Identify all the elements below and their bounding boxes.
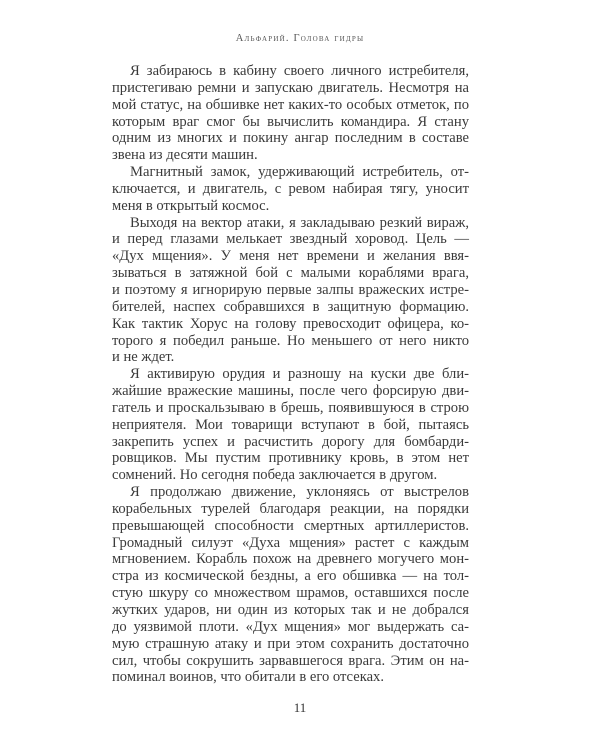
text-line: «Дух мщения». У меня нет времени и желания ввя- — [112, 248, 469, 265]
text-line: Я забираюсь в кабину своего личного истребителя, — [130, 63, 469, 79]
text-line: звена из десяти машин. — [112, 147, 258, 164]
running-header: Альфарий. Голова гидры — [235, 33, 365, 44]
text-line: жутких ударов, ни один из которых так и не добрался — [112, 602, 469, 618]
text-line: Я продолжаю движение, уклоняясь от выстрелов — [130, 484, 469, 501]
text-line: Я активирую орудия и разношу на куски две бли- — [130, 366, 469, 383]
text-line: бителей, наспех собравшихся в защитную формацию. — [112, 298, 469, 315]
text-line: Как тактик Хорус на голову превосходит офицера, ко- — [112, 315, 469, 332]
text-line: ровщиков. Мы пустим противнику кровь, в этом нет — [112, 450, 469, 467]
text-line: и перед глазами мелькает звездный хоровод. Цель — — [112, 231, 469, 248]
text-line: корабельных турелей благодаря реакции, на порядки — [112, 500, 469, 517]
text-line: мую страшную атаку и при этом сохранить достаточно — [112, 635, 469, 652]
text-line: сил, чтобы сокрушить зарвавшегося врага. Этим он на- — [112, 652, 469, 669]
text-line: одним из многих и покину ангар последним в составе — [112, 130, 469, 147]
text-line: закрепить успех и расчистить дорогу для бомбарди- — [112, 433, 469, 450]
text-line: Громадный силуэт «Духа мщения» растет с каждым — [112, 534, 469, 551]
paragraph — [112, 63, 469, 164]
text-line: стую шкуру со множеством шрамов, оставшихся после — [112, 585, 469, 602]
text-line: меня в открытый космос. — [112, 197, 270, 214]
text-line: поминал воинов, что обитали в его отсеках. — [112, 669, 384, 686]
page-body — [112, 63, 469, 686]
text-line: и поэтому я игнорирую первые залпы вражеских истре- — [112, 281, 469, 298]
text-line: жайшие вражеские машины, после чего форсирую дви- — [112, 383, 469, 400]
text-line: мой статус, на обшивке нет каких-то особых отметок, по — [112, 96, 469, 113]
paragraph — [112, 164, 469, 215]
text-line: Магнитный замок, удерживающий истребитель, от- — [130, 164, 469, 181]
text-line: и не ждет. — [112, 349, 175, 366]
paragraph — [112, 366, 469, 484]
text-line: Выходя на вектор атаки, я закладываю резкий вираж, — [130, 214, 469, 231]
text-line: которым враг смог бы вычислить командира. Я стану — [112, 113, 469, 130]
text-line: стра из космической бездны, а его обшивка — на тол- — [112, 568, 469, 585]
text-line: зываться в затяжной бой с малыми кораблями врага, — [112, 265, 469, 282]
paragraph — [112, 215, 469, 367]
text-line: сомнений. Но сегодня победа заключается в другом. — [112, 467, 438, 484]
text-line: гатель и проскальзываю в брешь, появившуюся в строю — [112, 399, 469, 416]
text-line: пристегиваю ремни и запускаю двигатель. Несмотря на — [112, 79, 469, 96]
text-line: торого я победил раньше. Но меньшего от него никто — [112, 332, 469, 349]
text-line: до уязвимой плоти. «Дух мщения» мог выдержать са- — [112, 618, 469, 635]
page-number: 11 — [293, 700, 307, 715]
text-line: превышающей способности смертных артиллеристов. — [112, 517, 469, 534]
text-line: мгновением. Корабль похож на древнего могучего мон- — [112, 551, 469, 568]
text-line: неприятеля. Мои товарищи вступают в бой, пытаясь — [112, 416, 469, 433]
text-line: ключается, и двигатель, с ревом набирая тягу, уносит — [112, 180, 469, 197]
paragraph — [112, 484, 469, 686]
